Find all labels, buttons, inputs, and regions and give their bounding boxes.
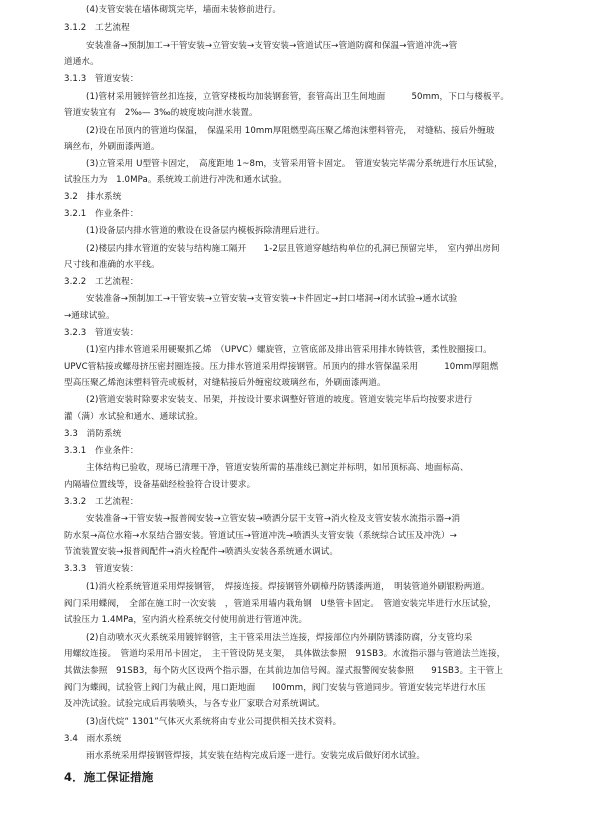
text-line: (2)自动喷水灭火系统采用镀锌钢管，主干管采用法兰连接，焊接部位内外刷防锈漆防腐，分支管均采 [86,633,473,643]
text-line: (1)设备层内排水管道的敷设在设备层内模板拆除清理后进行。 [86,226,325,236]
text-line: 及冲洗试验。试验完成后再装喷头，与各专业厂家联合对系统调试。 [64,699,325,709]
text-line: 其做法参照 91SB3，每个防火区设两个指示器，在其前边加信号阀。湿式报警阀安装参照 91SB3。主干管上 [64,666,504,676]
text-line: 防水泵→高位水箱→水泵结合器安装。管道试压→管道冲洗→喷洒头支管安装（系统综合试压及冲洗）→ [64,531,457,541]
text-line: 节流装置安装→报普阀配件→消火栓配件→喷洒头安装各系统通水调试。 [64,547,339,557]
section-heading: 3.1.3 管道安装： [64,74,139,84]
text-line: 内隔墙位置线等，设备基础经检验符合设计要求。 [64,480,256,490]
text-line: 道通水。 [64,57,99,67]
section-heading: 3.3.2 工艺流程： [64,497,139,507]
text-line: 试验压力 1.4MPa，室内消火栓系统交付使用前进行管道冲洗。 [64,615,308,625]
text-line: UPVC管粘接或螺母挤压密封圈连接。压力排水管道采用焊接钢管。吊顶内的排水管保温采用 10mm厚阻燃 [64,362,499,372]
text-line: 型高压聚乙烯泡沫塑料管壳或板材，对缝粘接后外缠密纹玻璃丝布，外刷面漆两道。 [64,378,386,388]
text-line: 尺寸线和准确的水平线。 [64,260,160,270]
section-heading: 3.4 雨水系统 [64,734,122,744]
text-line: (3)卤代烷“ 1301”气体灭火系统将由专业公司提供相关技术资料。 [86,717,342,727]
chapter-heading: 4．施工保证措施 [64,770,154,784]
text-line: 管道安装宜有 2‰— 3‰的坡度坡向泄水装置。 [64,108,258,118]
section-heading: 3.3.3 管道安装： [64,564,139,574]
section-heading: 3.2 排水系统 [64,192,122,202]
text-line: (2)设在吊顶内的管道均保温， 保温采用 10mm厚阻燃型高压聚乙烯泡沫塑料管壳， 对缝粘、接后外缠玻 [86,126,495,136]
text-line: 雨水系统采用焊接钢管焊接，其安装在结构完成后逐一进行。安装完成后做好闭水试验。 [86,751,426,761]
text-line: 主体结构已验收，现场已清理干净，管道安装所需的基准线已测定并标明，如吊顶标高、地面标高、 [86,463,469,473]
section-heading: 3.2.2 工艺流程： [64,277,139,287]
section-heading: 3.2.3 管道安装： [64,328,139,338]
text-line: 灌（满）水试验和通水、通球试验。 [64,412,204,422]
text-line: →通球试验。 [64,311,115,321]
text-line: (1)管材采用镀锌管丝扣连接，立管穿楼板均加装钢套管，套管高出卫生间地面 50mm，下口与楼板平。 [86,92,510,102]
section-heading: 3.2.1 作业条件： [64,209,139,219]
text-line: (2)管道安装时除要求安装支、吊架，并按设计要求调整好管道的坡度。管道安装完毕后均按要求进行 [86,395,473,405]
text-line: 试验压力为 1.0MPa。系统竣工前进行冲洗和通水试验。 [64,175,288,185]
text-line: 安装准备→预制加工→干管安装→立管安装→支管安装→卡件固定→封口堵洞→闭水试验→通水试验 [86,294,458,304]
text-line: 阀门为蝶阀，试验管上阀门为截止阀，甩口距地面 l00mm，阀门安装与管道同步。管道安装完毕进行水压 [64,683,486,693]
text-line: (4)支管安装在墙体砌筑完毕，墙面未装修前进行。 [86,5,282,15]
text-line: (2)楼层内排水管道的安装与结构施工隔开 1-2层且管道穿越结构单位的孔洞已预留完毕， 室内弹出房间 [86,244,500,254]
text-line: 璃丝布，外刷面漆两道。 [64,142,160,152]
text-line: (1)消火栓系统管道采用焊接钢管， 焊接连接。焊接钢管外刷樟丹防锈漆两道， 明装管道外刷银粉两道。 [86,582,490,592]
text-line: 安装准备→干管安装→报普阀安装→立管安装→喷洒分层干支管→消火栓及支管安装水流指示器→消 [86,514,461,524]
text-line: 阀门采用蝶阀， 全部在施工时一次安装 ，管道采用墙内栽角钢 U垫管卡固定。 管道安装完毕进行水压试验， [64,599,497,609]
section-heading: 3.3.1 作业条件： [64,446,139,456]
text-line: (1)室内排水管道采用硬聚抓乙烯 （UPVC）螺旋管，立管底部及排出管采用排水铸铁管，柔性胶圈接口。 [86,345,492,355]
text-line: 安装准备→预制加工→干管安装→立管安装→支管安装→管道试压→管道防腐和保温→管道冲洗→管 [86,41,458,51]
text-line: (3)立管采用 U型管卡固定， 高度距地 1~8m，支管采用管卡固定。 管道安装完毕需分系统进行水压试验， [86,159,503,169]
section-heading: 3.1.2 工艺流程 [64,23,130,33]
text-line: 用螺纹连接。 管道均采用吊卡固定， 主干管设防晃支架， 具体做法参照 91SB3。水流指示器与管道法兰连接， [64,649,506,659]
section-heading: 3.3 消防系统 [64,429,122,439]
